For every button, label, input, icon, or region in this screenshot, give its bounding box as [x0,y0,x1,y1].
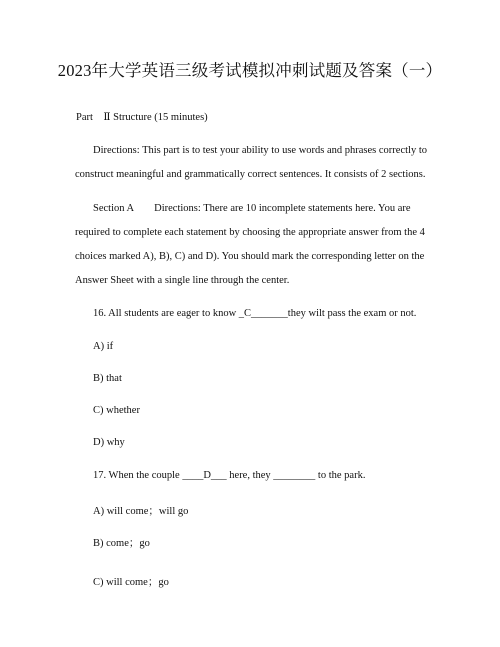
question-16-option-b: B) that [93,373,122,384]
question-stem-17: 17. When the couple ____D___ here, they ________ to the park. [93,470,366,481]
question-16-option-d: D) why [93,437,125,448]
directions-line-1: Directions: This part is to test your ability to use words and phrases correctly to [93,145,427,156]
directions-line-2: construct meaningful and grammatically correct sentences. It consists of 2 sections. [75,169,426,180]
question-17-option-b: B) come；go [93,538,150,549]
question-17-option-c: C) will come；go [93,577,169,588]
section-a-line-3: choices marked A), B), C) and D). You should mark the corresponding letter on the [75,251,425,262]
question-17-option-a: A) will come；will go [93,506,189,517]
section-directions-text: Directions: There are 10 incomplete statements here. You are [154,203,411,214]
question-16-option-a: A) if [93,341,114,352]
question-16-option-c: C) whether [93,405,140,416]
section-label: Section A [93,203,135,214]
question-stem-16: 16. All students are eager to know _C_______they wilt pass the exam or not. [93,308,417,319]
section-a-line-4: Answer Sheet with a single line through the center. [75,275,290,286]
page-title: 2023年大学英语三级考试模拟冲刺试题及答案（一） [57,61,443,80]
section-a-line-1 [93,203,411,214]
section-a-line-2: required to complete each statement by choosing the appropriate answer from the 4 [75,227,425,238]
part-heading: Part Ⅱ Structure (15 minutes) [76,112,208,123]
